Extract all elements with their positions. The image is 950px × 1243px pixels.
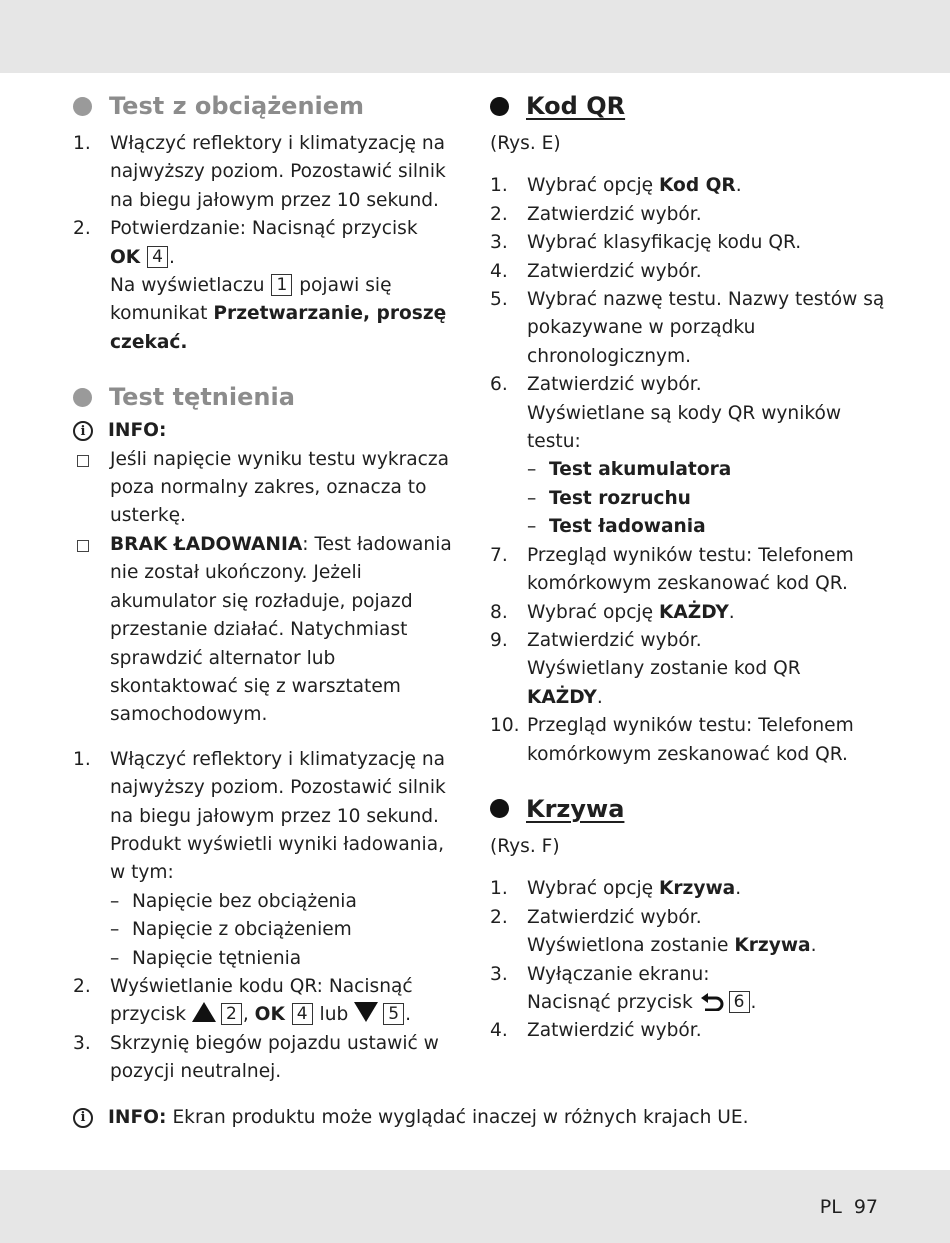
list-item: Jeśli napięcie wyniku testu wykracza poza normalny zakres, oznacza to usterkę. bbox=[73, 446, 465, 531]
list-item: 4. Zatwierdzić wybór. bbox=[490, 1020, 702, 1042]
list-item: 10. Przegląd wyników testu: Telefonem komórkowym zeskanować kod QR. bbox=[490, 715, 854, 765]
bullet-dot-icon bbox=[73, 388, 92, 407]
list-item: 3. Wybrać klasyfikację kodu QR. bbox=[490, 232, 802, 254]
info-notes bbox=[73, 446, 465, 730]
info-icon: i bbox=[73, 421, 93, 441]
list-item: 9. Zatwierdzić wybór. Wyświetlany zostanie kod QR KAŻDY. bbox=[490, 629, 801, 708]
sub-list bbox=[110, 888, 465, 973]
key-label: 4 bbox=[147, 246, 168, 268]
list-item: 7. Przegląd wyników testu: Telefonem komórkowym zeskanować kod QR. bbox=[490, 544, 854, 595]
list-item: 5. Wybrać nazwę testu. Nazwy testów są pokazywane w porządku chronologicznym. bbox=[490, 289, 885, 367]
list-item: 1. Włączyć reflektory i klimatyzację na najwyższy poziom. Pozostawić silnik na biegu jałowym przez 10 sekund. bbox=[73, 133, 446, 211]
checkbox-square-icon bbox=[77, 540, 89, 552]
list-item: 3. Wyłączanie ekranu: Nacisnąć przycisk 6 . bbox=[490, 963, 757, 1013]
arrow-down-icon bbox=[354, 1002, 378, 1022]
figure-reference: (Rys. E) bbox=[490, 133, 561, 154]
load-test-steps bbox=[73, 130, 465, 357]
figure-reference: (Rys. F) bbox=[490, 835, 560, 857]
list-item: 4. Zatwierdzić wybór. bbox=[490, 260, 702, 282]
sub-list-item: – Napięcie z obciążeniem bbox=[110, 916, 465, 944]
key-label: 6 bbox=[729, 991, 750, 1013]
key-label: 2 bbox=[221, 1003, 242, 1025]
section-heading-curve: Krzywa bbox=[490, 791, 890, 827]
sub-list-item: – Test rozruchu bbox=[527, 485, 890, 513]
list-item: 3. Skrzynię biegów pojazdu ustawić w pozycji neutralnej. bbox=[73, 1032, 439, 1083]
language-code: PL bbox=[819, 1196, 842, 1218]
info-icon: i bbox=[73, 1108, 93, 1128]
key-label: 1 bbox=[271, 274, 292, 296]
checkbox-square-icon bbox=[77, 455, 89, 467]
list-item: BRAK ŁADOWANIA: Test ładowania nie został ukończony. Jeżeli akumulator się rozładuje, pojazd przestanie działać. Natychmiast sprawdzić alternator lub skontaktować się z warsztatem samochodowym. bbox=[73, 531, 465, 730]
section-heading-qr-code: Kod QR bbox=[490, 88, 890, 124]
page-number: 97 bbox=[853, 1196, 878, 1218]
curve-steps bbox=[490, 875, 890, 1045]
list-item: 1. Wybrać opcję Krzywa. bbox=[490, 878, 742, 900]
ripple-test-steps bbox=[73, 746, 465, 1087]
bullet-dot-icon bbox=[73, 97, 92, 116]
list-item: 1. Wybrać opcję Kod QR. bbox=[490, 175, 742, 197]
header-band bbox=[0, 0, 950, 73]
list-item: 1. Włączyć reflektory i klimatyzację na najwyższy poziom. Pozostawić silnik na biegu jałowym przez 10 sekund. Produkt wyświetli wyniki ładowania, w tym: – Napięcie bez obciążenia – Napięcie z obciążeniem – Napięcie tętnienia bbox=[73, 746, 465, 973]
info-label: i INFO: bbox=[73, 417, 465, 445]
page-footer bbox=[820, 1196, 878, 1218]
bullet-dot-icon bbox=[490, 97, 509, 116]
bullet-dot-icon bbox=[490, 799, 509, 818]
key-label: 5 bbox=[383, 1003, 404, 1025]
list-item: 6. Zatwierdzić wybór. Wyświetlane są kody QR wyników testu: – Test akumulatora – Test rozruchu – Test ładowania bbox=[490, 371, 890, 541]
sub-list-item: – Napięcie tętnienia bbox=[110, 945, 465, 973]
sub-list bbox=[527, 456, 890, 541]
qr-steps bbox=[490, 172, 890, 769]
sub-list-item: – Test ładowania bbox=[527, 513, 890, 541]
list-item: 8. Wybrać opcję KAŻDY. bbox=[490, 601, 735, 623]
section-heading-load-test: Test z obciążeniem bbox=[73, 88, 465, 124]
sub-list-item: – Napięcie bez obciążenia bbox=[110, 888, 465, 916]
arrow-up-icon bbox=[192, 1002, 216, 1022]
list-item: 2. Wyświetlanie kodu QR: Nacisnąć przycisk 2 , OK 4 lub 5 . bbox=[73, 975, 413, 1026]
section-heading-ripple-test: Test tętnienia bbox=[73, 379, 465, 415]
list-item: 2. Zatwierdzić wybór. bbox=[490, 203, 702, 225]
bottom-info-note: i INFO: Ekran produktu może wyglądać inaczej w różnych krajach UE. bbox=[73, 1107, 749, 1128]
footer-band bbox=[0, 1170, 950, 1243]
right-column bbox=[490, 88, 890, 1046]
list-item: 2. Potwierdzanie: Nacisnąć przycisk OK 4 . Na wyświetlaczu 1 pojawi się komunikat Przetwarzanie, proszę czekać. bbox=[73, 218, 447, 353]
key-label: 4 bbox=[292, 1003, 313, 1025]
list-item: 2. Zatwierdzić wybór. Wyświetlona zostanie Krzywa. bbox=[490, 906, 817, 957]
sub-list-item: – Test akumulatora bbox=[527, 456, 890, 484]
back-arrow-icon bbox=[699, 991, 725, 1011]
left-column bbox=[73, 88, 465, 1087]
